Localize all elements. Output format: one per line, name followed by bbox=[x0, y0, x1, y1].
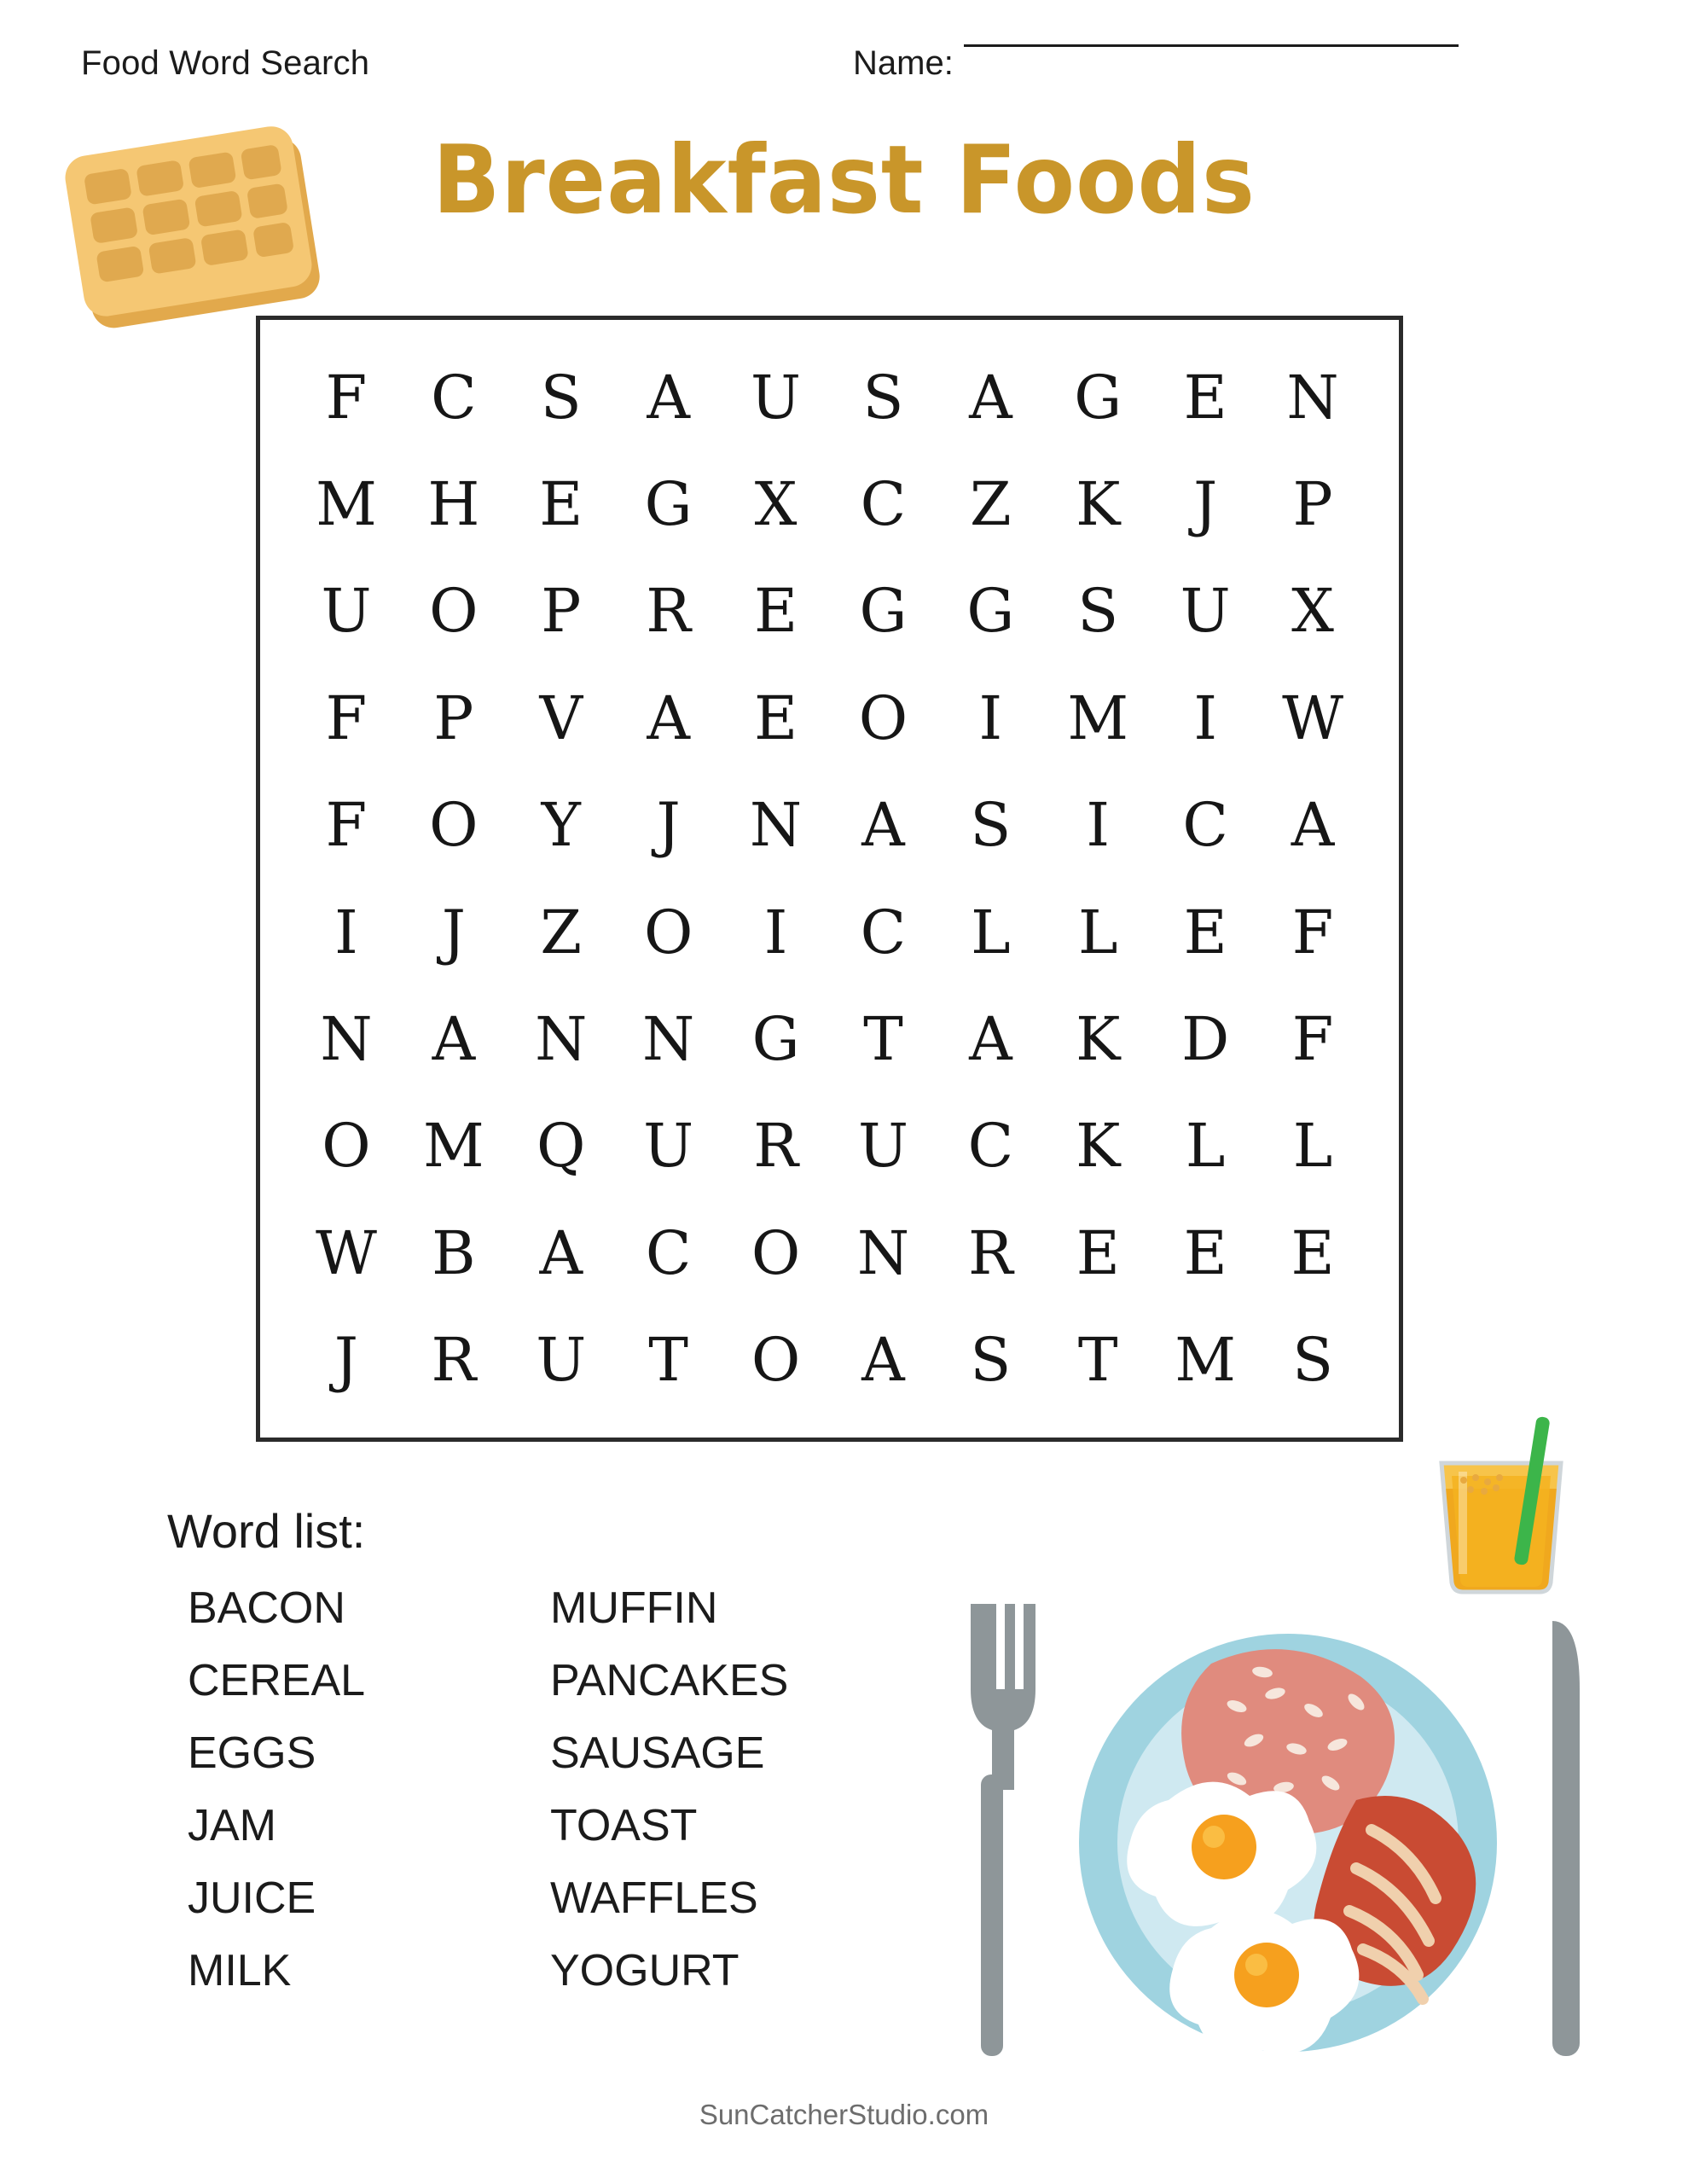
grid-cell[interactable]: L bbox=[1078, 897, 1118, 967]
grid-cell[interactable]: U bbox=[857, 1111, 908, 1182]
grid-cell[interactable]: E bbox=[753, 576, 798, 647]
worksheet-category: Food Word Search bbox=[81, 44, 370, 82]
grid-cell[interactable]: Q bbox=[537, 1111, 586, 1182]
grid-cell[interactable]: R bbox=[753, 1111, 798, 1182]
grid-cell[interactable]: N bbox=[320, 1004, 373, 1075]
grid-cell[interactable]: V bbox=[539, 682, 583, 753]
grid-cell[interactable]: I bbox=[763, 897, 788, 967]
grid-cell[interactable]: N bbox=[749, 790, 803, 861]
grid-cell[interactable]: P bbox=[541, 576, 582, 647]
grid-cell[interactable]: O bbox=[429, 790, 479, 861]
grid-cell[interactable]: X bbox=[1291, 576, 1334, 647]
breakfast-plate-illustration bbox=[955, 1587, 1621, 2099]
word-list-item[interactable]: CEREAL bbox=[188, 1656, 366, 1705]
footer-credit: SunCatcherStudio.com bbox=[699, 2099, 989, 2130]
grid-cell[interactable]: G bbox=[751, 1004, 800, 1075]
grid-cell[interactable]: Z bbox=[970, 469, 1012, 540]
grid-cell[interactable]: X bbox=[754, 469, 798, 540]
grid-cell[interactable]: J bbox=[334, 1325, 358, 1396]
grid-cell[interactable]: D bbox=[1181, 1004, 1230, 1075]
grid-cell[interactable]: A bbox=[1291, 790, 1335, 861]
name-label: Name: bbox=[853, 44, 954, 82]
grid-cell[interactable]: A bbox=[969, 362, 1012, 433]
grid-cell[interactable]: O bbox=[751, 1217, 801, 1288]
grid-cell[interactable]: A bbox=[432, 1004, 476, 1075]
grid-cell[interactable]: E bbox=[1183, 897, 1227, 967]
grid-cell[interactable]: A bbox=[861, 790, 905, 861]
word-list-item[interactable]: EGGS bbox=[188, 1728, 316, 1778]
grid-cell[interactable]: C bbox=[967, 1111, 1014, 1182]
grid-cell[interactable]: T bbox=[863, 1004, 903, 1075]
grid-cell[interactable]: N bbox=[535, 1004, 588, 1075]
grid-cell[interactable]: A bbox=[647, 362, 690, 433]
word-list-item[interactable]: WAFFLES bbox=[550, 1873, 758, 1923]
grid-cell[interactable]: U bbox=[321, 576, 372, 647]
grid-cell[interactable]: F bbox=[325, 362, 368, 433]
grid-cell[interactable]: N bbox=[642, 1004, 695, 1075]
grid-cell[interactable]: U bbox=[643, 1111, 694, 1182]
grid-cell[interactable]: M bbox=[316, 469, 377, 540]
page-header bbox=[81, 44, 1607, 96]
word-list-item[interactable]: JUICE bbox=[188, 1873, 316, 1923]
word-list-item[interactable]: BACON bbox=[188, 1583, 345, 1633]
word-list-item[interactable]: SAUSAGE bbox=[550, 1728, 765, 1778]
grid-cell[interactable]: L bbox=[971, 897, 1011, 967]
knife-icon bbox=[1552, 1621, 1580, 2056]
grid-cell[interactable]: O bbox=[643, 897, 693, 967]
grid-cell[interactable]: E bbox=[539, 469, 583, 540]
grid-cell[interactable]: A bbox=[647, 682, 690, 753]
grid-cell[interactable]: G bbox=[859, 576, 908, 647]
grid-cell[interactable]: K bbox=[1076, 1004, 1121, 1075]
grid-cell[interactable]: C bbox=[1182, 790, 1228, 861]
grid-cell[interactable]: M bbox=[423, 1111, 484, 1182]
waffle-illustration bbox=[34, 119, 392, 341]
grid-cell[interactable]: U bbox=[751, 362, 802, 433]
grid-cell[interactable]: A bbox=[861, 1325, 905, 1396]
word-list-item[interactable]: MUFFIN bbox=[550, 1583, 718, 1633]
grid-cell[interactable]: S bbox=[862, 362, 904, 433]
grid-cell[interactable]: R bbox=[646, 576, 691, 647]
grid-cell[interactable]: F bbox=[325, 682, 368, 753]
word-list-item[interactable]: YOGURT bbox=[550, 1946, 740, 1995]
grid-cell[interactable]: M bbox=[1067, 682, 1129, 753]
grid-cell[interactable]: F bbox=[1291, 897, 1334, 967]
grid-cell[interactable]: C bbox=[645, 1217, 692, 1288]
grid-cell[interactable]: S bbox=[540, 362, 582, 433]
grid-cell[interactable]: L bbox=[1185, 1111, 1226, 1182]
grid-cell[interactable]: O bbox=[751, 1325, 801, 1396]
grid-cell[interactable]: S bbox=[1077, 576, 1119, 647]
grid-cell[interactable]: G bbox=[1074, 362, 1122, 433]
grid-cell[interactable]: E bbox=[1183, 362, 1227, 433]
grid-cell[interactable]: J bbox=[441, 897, 466, 967]
grid-cell[interactable]: C bbox=[860, 469, 907, 540]
grid-cell[interactable]: A bbox=[969, 1004, 1012, 1075]
grid-cell[interactable]: C bbox=[860, 897, 907, 967]
grid-cell[interactable]: Y bbox=[541, 790, 581, 861]
grid-cell[interactable]: P bbox=[1292, 469, 1333, 540]
grid-cell[interactable]: T bbox=[1077, 1325, 1118, 1396]
grid-cell[interactable]: S bbox=[1292, 1325, 1334, 1396]
grid-cell[interactable]: K bbox=[1076, 469, 1121, 540]
grid-cell[interactable]: P bbox=[433, 682, 474, 753]
grid-cell[interactable]: I bbox=[1193, 682, 1217, 753]
grid-cell[interactable]: L bbox=[1292, 1111, 1333, 1182]
grid-cell[interactable]: R bbox=[967, 1217, 1013, 1288]
grid-cell[interactable]: R bbox=[431, 1325, 477, 1396]
grid-cell[interactable]: F bbox=[1291, 1004, 1334, 1075]
grid-cell[interactable]: W bbox=[1282, 682, 1344, 753]
orange-juice-glass-illustration bbox=[1407, 1382, 1595, 1595]
grid-cell[interactable]: E bbox=[1291, 1217, 1335, 1288]
grid-cell[interactable]: S bbox=[970, 1325, 1012, 1396]
word-list bbox=[188, 1572, 836, 2007]
grid-cell[interactable]: U bbox=[536, 1325, 587, 1396]
grid-cell[interactable]: F bbox=[325, 790, 368, 861]
grid-cell[interactable]: B bbox=[432, 1217, 476, 1288]
grid-cell[interactable]: A bbox=[539, 1217, 583, 1288]
word-search-grid[interactable] bbox=[256, 316, 1403, 1442]
word-list-item[interactable]: MILK bbox=[188, 1946, 292, 1995]
grid-cell[interactable]: E bbox=[753, 682, 798, 753]
grid-cell[interactable]: N bbox=[1286, 362, 1339, 433]
grid-cell[interactable]: E bbox=[1183, 1217, 1227, 1288]
grid-cell[interactable]: W bbox=[315, 1217, 377, 1288]
grid-cell[interactable]: J bbox=[656, 790, 681, 861]
fork-icon bbox=[971, 1604, 1035, 2056]
grid-cell[interactable]: I bbox=[978, 682, 1003, 753]
page-title: Breakfast Foods bbox=[432, 125, 1256, 235]
grid-cell[interactable]: U bbox=[1180, 576, 1231, 647]
grid-cell[interactable]: Z bbox=[540, 897, 583, 967]
grid-cell[interactable]: O bbox=[322, 1111, 371, 1182]
grid-cell[interactable]: C bbox=[431, 362, 477, 433]
word-list-item[interactable]: PANCAKES bbox=[550, 1656, 789, 1705]
grid-cell[interactable]: K bbox=[1076, 1111, 1121, 1182]
grid-cell[interactable]: O bbox=[858, 682, 908, 753]
grid-cell[interactable]: N bbox=[856, 1217, 910, 1288]
name-write-in-line[interactable] bbox=[964, 44, 1459, 47]
grid-cell[interactable]: G bbox=[644, 469, 693, 540]
grid-cell[interactable]: I bbox=[1086, 790, 1111, 861]
grid-cell[interactable]: S bbox=[970, 790, 1012, 861]
grid-cell[interactable]: I bbox=[334, 897, 358, 967]
word-list-item[interactable]: TOAST bbox=[550, 1801, 698, 1850]
word-list-item[interactable]: JAM bbox=[188, 1801, 276, 1850]
grid-cell[interactable]: E bbox=[1076, 1217, 1120, 1288]
grid-cell[interactable]: M bbox=[1175, 1325, 1236, 1396]
grid-cell[interactable]: T bbox=[648, 1325, 688, 1396]
grid-cell[interactable]: H bbox=[427, 469, 480, 540]
grid-cell[interactable]: G bbox=[966, 576, 1015, 647]
grid-cell[interactable]: O bbox=[429, 576, 479, 647]
grid-cell[interactable]: J bbox=[1193, 469, 1218, 540]
word-list-heading: Word list: bbox=[167, 1504, 366, 1558]
